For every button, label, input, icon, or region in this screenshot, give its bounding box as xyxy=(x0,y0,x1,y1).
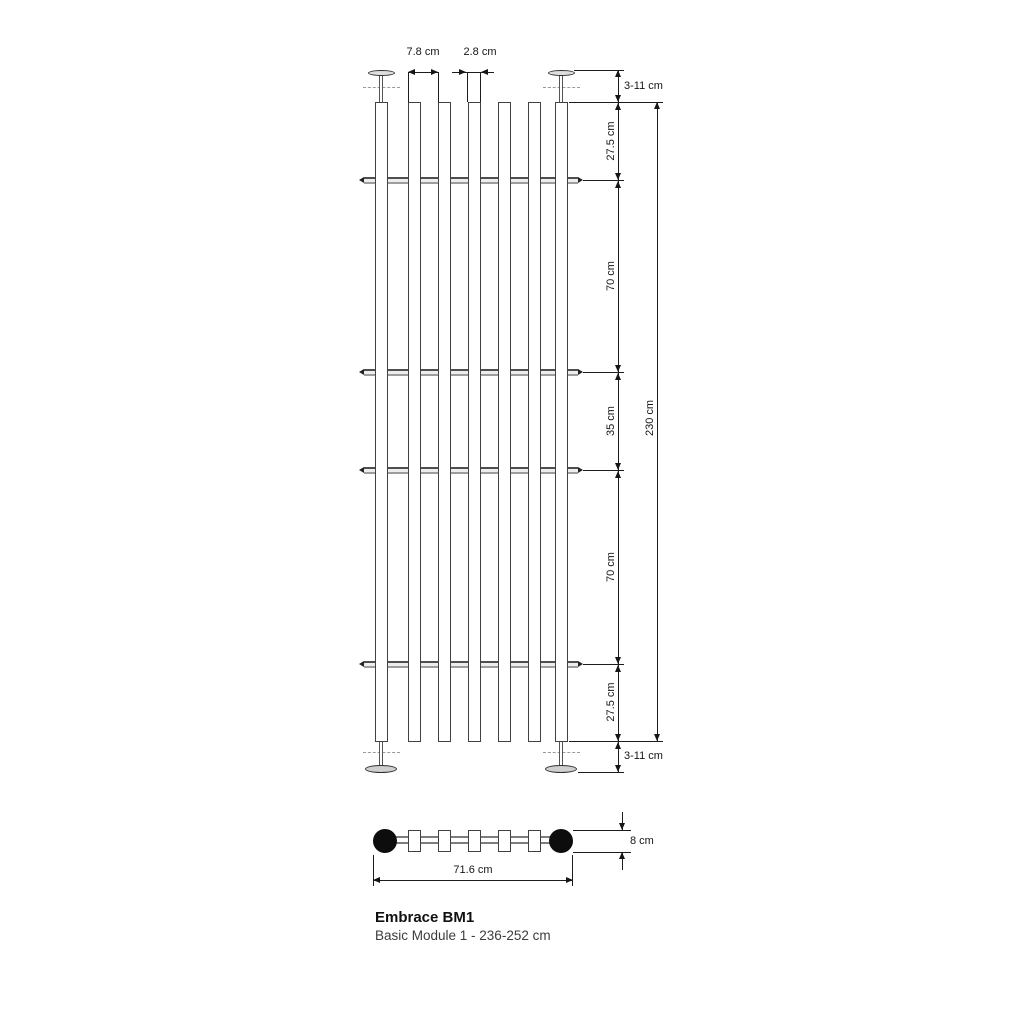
dim-label-depth: 8 cm xyxy=(630,835,654,847)
arrow-slat-width-left xyxy=(459,69,466,75)
ceiling-rod-left xyxy=(379,74,383,102)
dim-label-slat-spacing: 7.8 cm xyxy=(406,46,440,58)
ext-line-floor-level xyxy=(578,772,624,773)
slat-2 xyxy=(438,102,451,742)
top-view-slat-5 xyxy=(528,830,541,852)
slat-5 xyxy=(528,102,541,742)
arrow-chain-cb3-a xyxy=(615,463,621,470)
slat-3 xyxy=(468,102,481,742)
dim-label-upper-span: 70 cm xyxy=(605,261,617,291)
floor-rod-right xyxy=(559,742,563,766)
pole-left xyxy=(375,102,388,742)
arrow-slat-spacing-left xyxy=(408,69,415,75)
ceiling-cap-right xyxy=(548,70,575,76)
top-view-pole-left xyxy=(373,829,397,853)
arrow-total-bottom xyxy=(654,734,660,741)
dim-label-middle-span: 35 cm xyxy=(605,406,617,436)
top-view-slat-1 xyxy=(408,830,421,852)
ext-line-depth-top xyxy=(573,830,631,831)
pole-right xyxy=(555,102,568,742)
arrow-slat-spacing-right xyxy=(431,69,438,75)
crossbar-2-end-left xyxy=(359,369,364,375)
crossbar-3-end-right xyxy=(578,467,583,473)
crossbar-1-end-right xyxy=(578,177,583,183)
dim-label-width: 71.6 cm xyxy=(453,864,493,876)
arrow-chain-cb3-b xyxy=(615,471,621,478)
arrow-chain-ceiling xyxy=(615,70,621,77)
top-view-slat-4 xyxy=(498,830,511,852)
ext-line-slat-width-left xyxy=(467,72,468,102)
dim-label-total-height: 230 cm xyxy=(644,399,656,437)
dim-label-floor-range: 3-11 cm xyxy=(624,750,663,762)
floor-rod-left xyxy=(379,742,383,766)
crossbar-4-end-right xyxy=(578,661,583,667)
product-title: Embrace BM1 xyxy=(375,909,475,926)
crossbar-2-end-right xyxy=(578,369,583,375)
ceiling-cap-left xyxy=(368,70,395,76)
arrow-depth-bottom xyxy=(619,852,625,859)
arrow-slat-width-right xyxy=(481,69,488,75)
dim-label-lower-span: 70 cm xyxy=(605,552,617,582)
arrow-width-right xyxy=(566,877,573,883)
product-subtitle: Basic Module 1 - 236-252 cm xyxy=(375,928,551,943)
dim-label-upper-offset: 27.5 cm xyxy=(605,121,617,161)
arrow-chain-floor xyxy=(615,765,621,772)
dim-line-width xyxy=(373,880,573,881)
top-view-slat-3 xyxy=(468,830,481,852)
crossbar-1-end-left xyxy=(359,177,364,183)
arrow-chain-bottom-b xyxy=(615,742,621,749)
arrow-width-left xyxy=(373,877,380,883)
arrow-chain-cb2-b xyxy=(615,373,621,380)
floor-foot-left xyxy=(365,765,397,773)
top-view-slat-2 xyxy=(438,830,451,852)
arrow-total-top xyxy=(654,102,660,109)
ext-line-slat-spacing-left xyxy=(408,72,409,102)
dim-label-lower-offset: 27.5 cm xyxy=(605,682,617,722)
ext-line-slat-spacing-right xyxy=(438,72,439,102)
slat-1 xyxy=(408,102,421,742)
ext-line-slat-width-right xyxy=(480,72,481,102)
ceiling-rod-right xyxy=(559,74,563,102)
arrow-depth-top xyxy=(619,823,625,830)
slat-4 xyxy=(498,102,511,742)
crossbar-3-end-left xyxy=(359,467,364,473)
crossbar-4-end-left xyxy=(359,661,364,667)
floor-foot-right xyxy=(545,765,577,773)
arrow-chain-cb1-b xyxy=(615,181,621,188)
top-view-pole-right xyxy=(549,829,573,853)
arrow-chain-cb2-a xyxy=(615,365,621,372)
dim-label-ceiling-range: 3-11 cm xyxy=(624,80,663,92)
dim-label-slat-width: 2.8 cm xyxy=(463,46,497,58)
